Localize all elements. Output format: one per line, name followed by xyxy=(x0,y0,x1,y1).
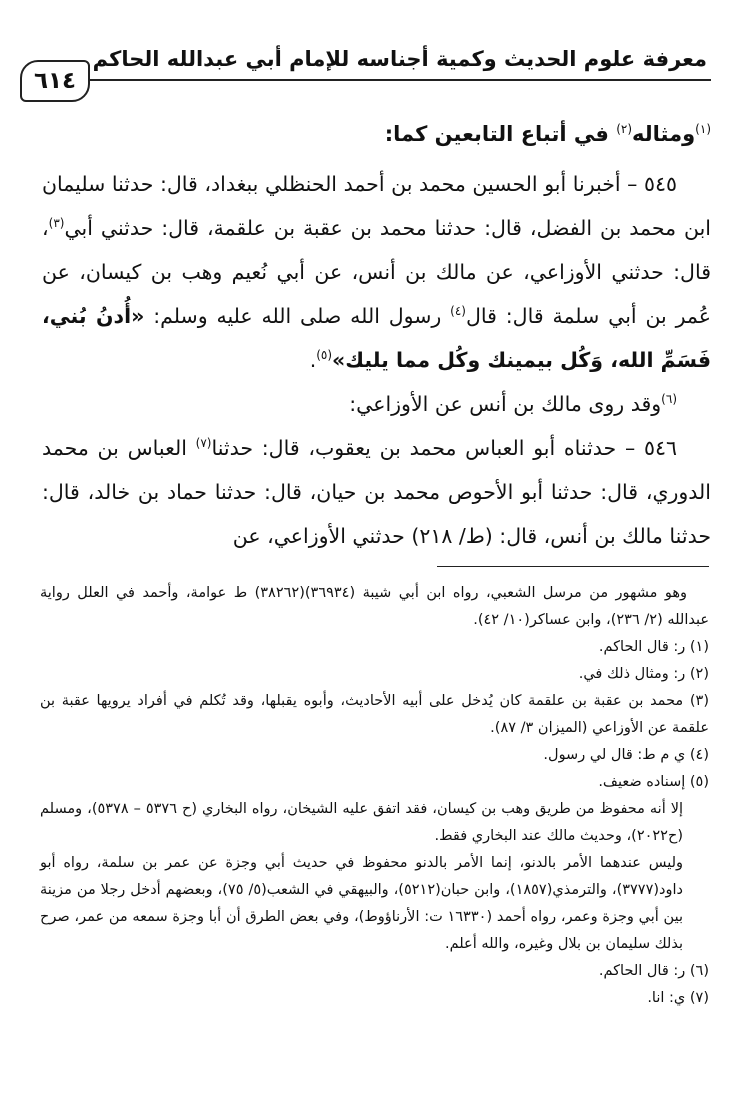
header-rule xyxy=(88,79,711,81)
hadith-text: «أُدنُ بُني، فَسَمِّ الله، وَكُل بيمينك وكُل مما يليك» xyxy=(42,304,711,372)
footnote-5-detail-a: إلا أنه محفوظ من طريق وهب بن كيسان، فقد اتفق عليه الشيخان، رواه البخاري (ح ٥٣٧٦ – ٥٣٧٨)، ومسلم (ح٢٠٢٢)، وحديث مالك عند البخاري فقط. xyxy=(40,801,684,844)
running-header-title: معرفة علوم الحديث وكمية أجناسه للإمام أبي عبدالله الحاكم xyxy=(92,47,707,71)
main-text xyxy=(42,112,711,558)
note-ref: (٧) xyxy=(195,436,212,451)
footnotes xyxy=(40,580,709,1012)
note-ref: (٤) xyxy=(450,304,466,319)
note-ref: (٢) xyxy=(616,122,633,136)
footnote-5: (٥) إسناده ضعيف. xyxy=(598,774,709,790)
p545-end: . xyxy=(309,348,317,372)
note-ref: (٣) xyxy=(48,216,65,231)
transition-line xyxy=(42,382,711,426)
footnote-1: (١) ر: قال الحاكم. xyxy=(598,639,709,655)
heading-post: في أتباع التابعين كما: xyxy=(384,122,617,146)
footnote-2: (٢) ر: ومثال ذلك في. xyxy=(578,666,709,682)
note-ref: (٥) xyxy=(316,348,333,363)
transition-text: وقد روى مالك بن أنس عن الأوزاعي: xyxy=(349,392,662,416)
footnote-continuation: وهو مشهور من مرسل الشعبي، رواه ابن أبي شيبة (٣٦٩٣٤)(٣٨٢٦٢) ط عوامة، وأحمد في العلل رواية عبدالله (٢/ ٢٣٦)، وابن عساكر(١٠/ ٤٢). xyxy=(40,585,709,628)
hadith-paragraph-546 xyxy=(42,426,711,558)
footnote-6: (٦) ر: قال الحاكم. xyxy=(598,963,709,979)
footnote-7: (٧) ي: انا. xyxy=(647,990,709,1006)
heading-pre: ومثاله xyxy=(632,122,696,146)
footnote-3: (٣) محمد بن عقبة بن علقمة كان يُدخل على أبيه الأحاديث، وأبوه يقبلها، وقد تُكلم في أفراد يرويها عقبة بن علقمة عن الأوزاعي (الميزان ٣/ ٨٧). xyxy=(40,693,709,736)
footnote-5-detail-b: وليس عندهما الأمر بالدنو، إنما الأمر بالدنو محفوظ في حديث أبي وجزة عن عمر بن سلمة، رواه أبو داود(٣٧٧٧)، والترمذي(١٨٥٧)، وابن حبان(٥٢١٢)، والبيهقي في الشعب(٥/ ٧٥)، وبعضهم أدخل رجلا من مزينة بين أبي وجزة وعمر، رواه أحمد (١٦٣٣٠ ت: الأرناؤوط)، وفي بعض الطرق أن أبا وجزة سمعه من عمر، صرح بذلك سليمان بن بلال وغيره، والله أعلم. xyxy=(40,855,683,952)
p545-part1: ٥٤٥ – أخبرنا أبو الحسين محمد بن أحمد الحنظلي ببغداد، قال: حدثنا سليمان ابن محمد بن الفضل، قال: حدثنا محمد بن عقبة بن علقمة، قال: حدثني أبي xyxy=(42,172,711,240)
hadith-paragraph-545 xyxy=(42,162,711,382)
note-ref: (٦) xyxy=(661,392,677,407)
page-number xyxy=(20,60,90,102)
note-ref: (١) xyxy=(695,122,711,136)
section-heading xyxy=(42,112,711,156)
page-number-text: ٦١٤ xyxy=(33,68,77,94)
footnote-rule xyxy=(437,566,709,567)
p546-part1: ٥٤٦ – حدثناه أبو العباس محمد بن يعقوب، قال: حدثنا xyxy=(211,436,677,460)
footnote-4: (٤) ي م ط: قال لي رسول. xyxy=(543,747,709,763)
p545-part2: ، قال: حدثني الأوزاعي، عن مالك بن أنس، عن أبي نُعيم وهب بن كيسان، عن عُمر بن أبي سلمة قال: قال xyxy=(42,216,711,328)
p546-part2: العباس بن محمد الدوري، قال: حدثنا أبو الأحوص محمد بن حيان، قال: حدثنا حماد بن خالد، قال: حدثنا مالك بن أنس، قال: (ط/ ٢١٨) حدثني الأوزاعي، عن xyxy=(42,436,711,548)
p545-part3: رسول الله صلى الله عليه وسلم: xyxy=(144,304,451,328)
